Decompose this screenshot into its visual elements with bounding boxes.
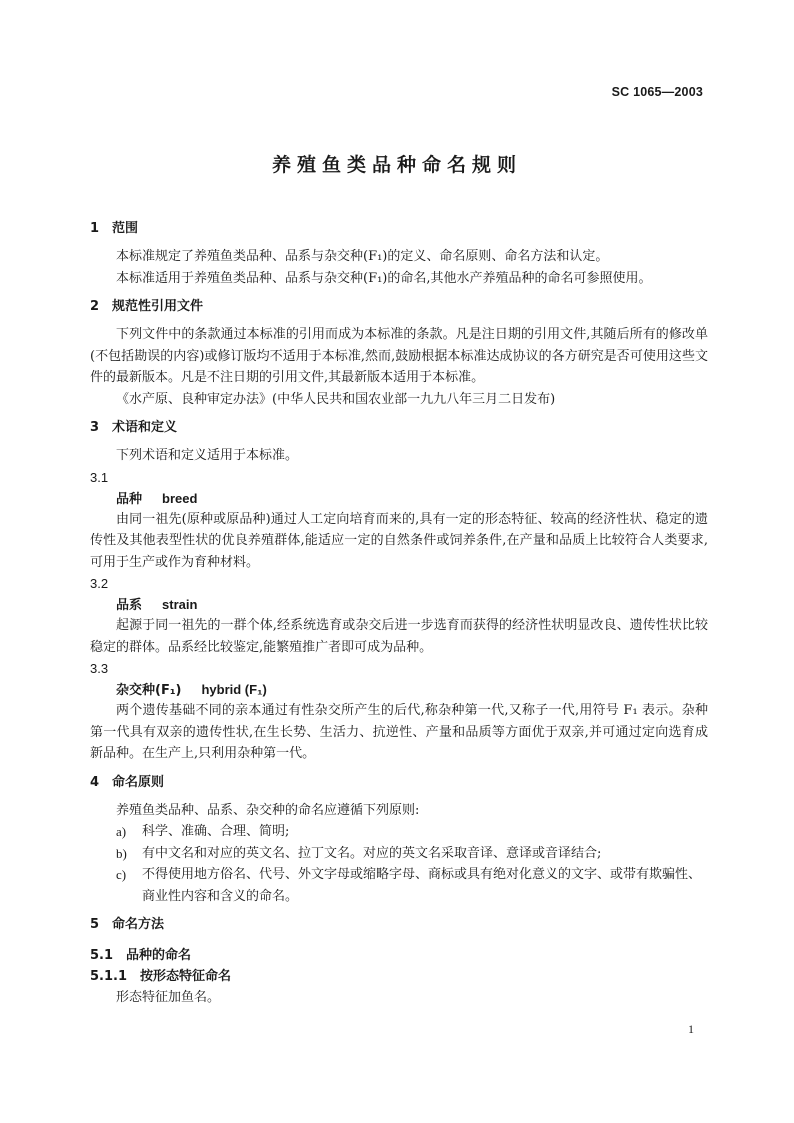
clause-number: 3.2 <box>90 576 109 591</box>
list-item <box>90 864 708 907</box>
section-title: 命名方法 <box>112 917 165 932</box>
paragraph: 本标准规定了养殖鱼类品种、品系与杂交种(F₁)的定义、命名原则、命名方法和认定。 <box>116 249 609 264</box>
section-title: 命名原则 <box>112 774 165 790</box>
term-zh: 品种 <box>116 491 143 507</box>
term-zh: 品系 <box>116 598 143 613</box>
term-en: breed <box>162 490 198 506</box>
clause-number: 3.1 <box>90 469 109 485</box>
term-en: strain <box>162 597 198 612</box>
section-number: 5 <box>90 917 100 932</box>
list-item <box>90 843 708 865</box>
section-heading-references <box>90 296 708 317</box>
subsection-heading <box>90 945 708 966</box>
list-label: c) <box>116 867 127 882</box>
list-item <box>90 821 708 843</box>
section-number: 4 <box>90 774 100 790</box>
term-zh: 杂交种(F₁) <box>116 683 182 698</box>
list-text: 有中文名和对应的英文名、拉丁文名。对应的英文名采取音译、意译或音译结合; <box>142 845 602 861</box>
clause-number: 3.3 <box>90 661 109 676</box>
section-heading-principles <box>90 772 708 793</box>
page-number: 1 <box>688 1022 694 1036</box>
document-body <box>90 218 708 1009</box>
term-definition: 两个遗传基础不同的亲本通过有性杂交所产生的后代,称杂种第一代,又称子一代,用符号 F₁ 表示。杂种第一代具有双亲的遗传性状,在生长势、生活力、抗逆性、产量和品质等方面优于双亲,并可通过定向选育成新品种。在生产上,只利用杂种第一代。 <box>90 703 708 761</box>
list-label: b) <box>116 845 127 861</box>
section-heading-methods <box>90 914 708 935</box>
list-text: 科学、准确、合理、简明; <box>142 824 290 839</box>
subsubsection-title: 按形态特征命名 <box>140 969 232 984</box>
list-label: a) <box>116 824 127 839</box>
paragraph: 《水产原、良种审定办法》(中华人民共和国农业部一九九八年三月二日发布) <box>116 391 556 407</box>
paragraph: 本标准适用于养殖鱼类品种、品系与杂交种(F₁)的命名,其他水产养殖品种的命名可参照使用。 <box>116 270 652 286</box>
section-number: 3 <box>90 420 100 435</box>
paragraph: 下列文件中的条款通过本标准的引用而成为本标准的条款。凡是注日期的引用文件,其随后所有的修改单(不包括勘误的内容)或修订版均不适用于本标准,然而,鼓励根据本标准达成协议的各方研究是否可使用这些文件的最新版本。凡是不注日期的引用文件,其最新版本适用于本标准。 <box>90 327 708 385</box>
section-heading-terms <box>90 417 708 438</box>
document-title: 养殖鱼类品种命名规则 <box>271 154 522 176</box>
paragraph: 下列术语和定义适用于本标准。 <box>116 448 299 463</box>
paragraph: 形态特征加鱼名。 <box>116 990 221 1005</box>
section-title: 规范性引用文件 <box>112 299 204 314</box>
standard-code: SC 1065—2003 <box>611 85 703 99</box>
term-heading <box>90 594 708 615</box>
section-number: 2 <box>90 299 100 314</box>
term-definition: 由同一祖先(原种或原品种)通过人工定向培育而来的,具有一定的形态特征、较高的经济性状、稳定的遗传性及其他表型性状的优良养殖群体,能适应一定的自然条件或饲养条件,在产量和品质上比较符合人类要求,可用于生产或作为育种材料。 <box>90 511 708 570</box>
section-title: 术语和定义 <box>112 420 178 435</box>
subsubsection-heading <box>90 966 708 987</box>
term-heading <box>90 679 708 700</box>
subsection-number: 5.1 <box>90 948 114 963</box>
section-heading-scope <box>90 218 708 239</box>
list-text: 不得使用地方俗名、代号、外文字母或缩略字母、商标或具有绝对化意义的文字、或带有欺骗性、商业性内容和含义的命名。 <box>142 867 702 904</box>
subsection-title: 品种的命名 <box>126 948 192 963</box>
section-title: 范围 <box>112 221 139 236</box>
term-definition: 起源于同一祖先的一群个体,经系统选育或杂交后进一步选育而获得的经济性状明显改良、遗传性状比较稳定的群体。品系经比较鉴定,能繁殖推广者即可成为品种。 <box>90 618 708 655</box>
section-number: 1 <box>90 221 100 236</box>
term-heading <box>90 488 708 509</box>
term-en: hybrid (F₁) <box>201 682 267 697</box>
paragraph: 养殖鱼类品种、品系、杂交种的命名应遵循下列原则: <box>116 802 420 818</box>
subsubsection-number: 5.1.1 <box>90 969 128 984</box>
